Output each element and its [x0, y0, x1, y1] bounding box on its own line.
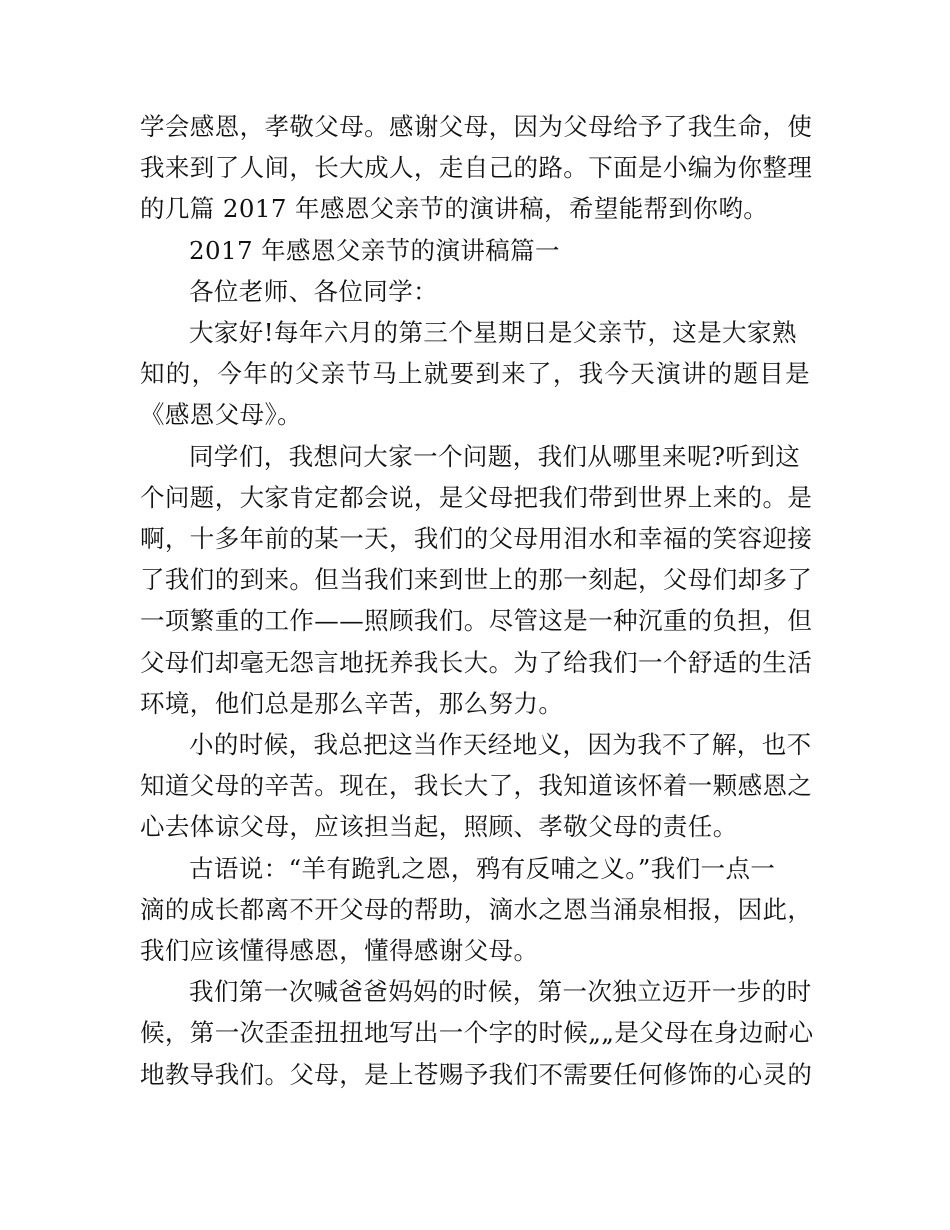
- text-line: 知的，今年的父亲节马上就要到来了，我今天演讲的题目是: [140, 359, 810, 389]
- paragraph: [140, 312, 810, 436]
- text-line: 我们第一次喊爸爸妈妈的时候，第一次独立迈开一步的时: [189, 977, 812, 1007]
- text-line: 《感恩父母》。: [140, 400, 303, 430]
- paragraph: [140, 271, 810, 312]
- paragraph: [140, 106, 813, 230]
- text-line: 心去体谅父母，应该担当起，照顾、孝敬父母的责任。: [140, 812, 738, 842]
- text-line: 地教导我们。父母，是上苍赐予我们不需要任何修饰的心灵的: [140, 1059, 813, 1089]
- text-line: 滴的成长都离不开父母的帮助，滴水之恩当涌泉相报，因此，: [140, 894, 813, 924]
- text-line: 知道父母的辛苦。现在，我长大了，我知道该怀着一颗感恩之: [140, 771, 813, 801]
- paragraph: [140, 971, 814, 1095]
- text-line: 环境，他们总是那么辛苦，那么努力。: [140, 688, 564, 718]
- paragraph: [140, 436, 813, 724]
- paragraph: [140, 230, 810, 271]
- paragraph: [140, 848, 813, 972]
- text-line: 同学们，我想问大家一个问题，我们从哪里来呢?听到这: [189, 441, 801, 471]
- document-body: [140, 106, 814, 1095]
- text-line: 了我们的到来。但当我们来到世上的那一刻起，父母们却多了: [140, 565, 813, 595]
- text-line: 父母们却毫无怨言地抚养我长大。为了给我们一个舒适的生活: [140, 647, 813, 677]
- text-line: 一项繁重的工作——照顾我们。尽管这是一种沉重的负担，但: [140, 606, 813, 636]
- text-line: 啊，十多年前的某一天，我们的父母用泪水和幸福的笑容迎接: [140, 524, 813, 554]
- text-line: 古语说：“羊有跪乳之恩，鸦有反哺之义。”我们一点一: [189, 853, 776, 883]
- text-line: 个问题，大家肯定都会说，是父母把我们带到世界上来的。是: [140, 482, 813, 512]
- text-line: 小的时候，我总把这当作天经地义，因为我不了解，也不: [189, 730, 812, 760]
- text-line: 2017 年感恩父亲节的演讲稿篇一: [189, 235, 560, 265]
- text-line: 我们应该懂得感恩，懂得感谢父母。: [140, 936, 539, 966]
- paragraph: [140, 724, 813, 848]
- text-line: 大家好!每年六月的第三个星期日是父亲节，这是大家熟: [189, 318, 797, 348]
- text-line: 的几篇 2017 年感恩父亲节的演讲稿，希望能帮到你哟。: [140, 194, 769, 224]
- text-line: 候，第一次歪歪扭扭地写出一个字的时候„„是父母在身边耐心: [140, 1018, 814, 1048]
- text-line: 各位老师、各位同学：: [189, 276, 438, 306]
- text-line: 我来到了人间，长大成人，走自己的路。下面是小编为你整理: [140, 153, 813, 183]
- text-line: 学会感恩，孝敬父母。感谢父母，因为父母给予了我生命，使: [140, 112, 813, 141]
